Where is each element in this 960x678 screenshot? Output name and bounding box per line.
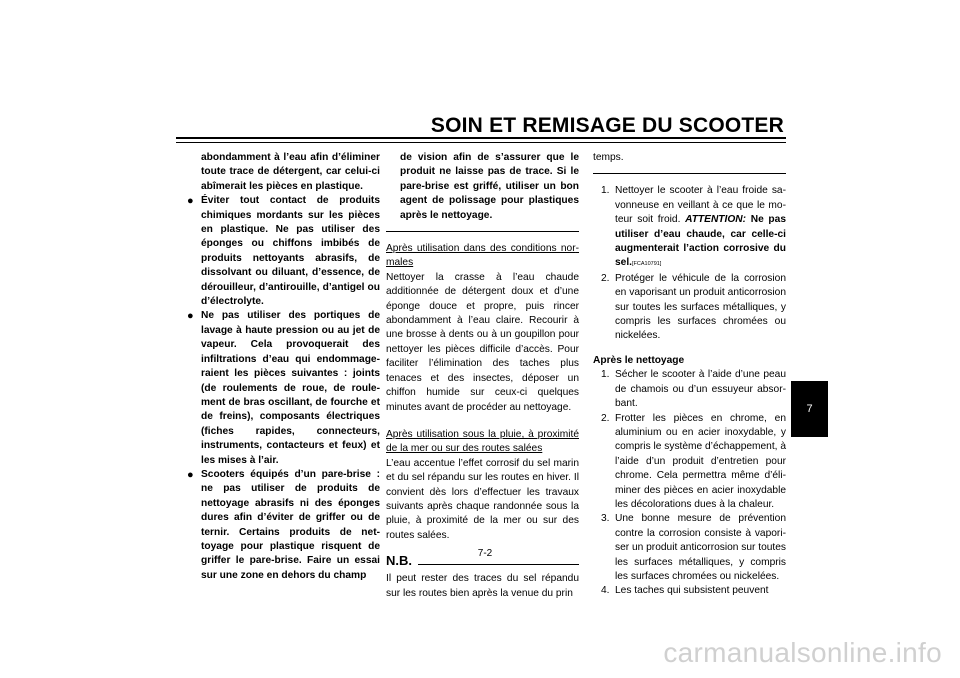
column-3 <box>593 151 786 599</box>
reference-code: [FCA10791] <box>632 261 662 268</box>
col3-continuation: temps. <box>593 152 624 163</box>
col1-intro: abondamment à l’eau afin d’éliminer toute trace de détergent, car celui-ci abîmerait les pièces en plastique. <box>201 152 380 192</box>
section-title-after-cleaning: Après le nettoyage <box>593 354 685 366</box>
list-item: 2. Frotter les pièces en chrome, en aluminium ou en acier inoxydable, y compris le système d’échappement, à l’aide d’un produit d’entretien pour chrome. Cela permettra même d’éliminer des pièces en acier inoxydable les décolorations dues à la chaleur. <box>601 412 787 510</box>
bullet-text: Scooters équipés d’un pare-brise : ne pas utiliser de produits de nettoyage abrasifs ni des éponges dures afin d’éviter de griffer ou de ternir. Certains produits de nettoyage pour plastique risquent de griffer le pare-brise. Faire un essai sur une zone en dehors du champ <box>201 468 380 581</box>
nb-body: Il peut rester des traces du sel répandu sur les routes bien après la venue du prin <box>386 573 579 599</box>
list-item: 2. Protéger le véhicule de la corrosion en vaporisant un produit anticorrosion sur toutes les surfaces métalliques, y compris les surfaces chromées ou nickelées. <box>601 272 786 342</box>
column-1 <box>187 151 380 583</box>
bullet-text: Ne pas utiliser des portiques de lavage à haute pression ou au jet de vapeur. Cela provoquerait des infiltrations d’eau qui endommageraient les pièces suivantes : joints (de roulements de roue, de roulement de bras oscillant, de fourche et de freins), composants électriques (fiches rapides, connecteurs, instruments, contacteurs et feux) et les mises à l’air. <box>201 310 380 466</box>
attention-label: ATTENTION: <box>685 214 747 226</box>
notice-end-rule <box>386 231 579 232</box>
bullet-dot-icon: ● <box>187 195 194 208</box>
attention-text: Ne pas utiliser d’eau chaude, car celle-ci augmenterait l’action corrosive du sel. <box>615 214 786 269</box>
bullet-text: Éviter tout contact de produits chimiques mordants sur les pièces en plastique. Ne pas utiliser des éponges ou chiffons imbibés de produits nettoyants abrasifs, de dissolvant ou diluant, d’essence, de dérouilleur, d’antirouille, d’antigel ou d’électrolyte. <box>201 195 380 308</box>
subsection-title-salt: Après utilisation sous la pluie, à proximité de la mer ou sur des routes salées <box>386 428 579 455</box>
subsection-body-normal: Nettoyer la crasse à l’eau chaude additionnée de détergent doux et d’une éponge douce et propre, puis rincer abondamment à l’eau claire. Recourir à une brosse à dents ou à un goupillon pour nettoyer les pièces difficile d’accès. Pour faciliter l’élimination des taches plus tenaces et des insectes, déposer un chiffon humide sur ceux-ci quelques minutes avant de procéder au nettoyage. <box>386 271 579 413</box>
header-rule-thin <box>176 142 786 143</box>
subsection-title-normal: Après utilisation dans des conditions normales <box>386 243 579 269</box>
col2-continuation: de vision afin de s’assurer que le produit ne laisse pas de trace. Si le pare-brise est griffé, utiliser un bon agent de polissage pour plastiques après le nettoyage. <box>400 152 579 221</box>
page-number: 7-2 <box>477 548 493 559</box>
nb-rule <box>418 564 579 565</box>
nb-label: N.B. <box>386 553 412 569</box>
list-item: 1. Sécher le scooter à l’aide d’une peau de chamois ou d’un essuyeur absorbant. <box>601 369 786 410</box>
chapter-tab: 7 <box>791 381 828 437</box>
header-rule-thick <box>176 137 786 139</box>
bullet-item <box>187 468 380 583</box>
list-item: 1. Nettoyer le scooter à l’eau froide savonneuse en veillant à ce que le moteur soit froid. ATTENTION: Ne pas utiliser d’eau chaude, car celle-ci augmenterait l’action corrosive du sel.[FCA10791] <box>601 185 786 269</box>
bullet-item <box>187 309 380 467</box>
bullet-dot-icon: ● <box>187 468 194 481</box>
list-item: 4. Les taches qui subsistent peuvent <box>601 585 769 597</box>
column-2 <box>386 151 579 601</box>
watermark: carmanualsonline.info <box>663 637 942 668</box>
subsection-body-salt: L’eau accentue l’effet corrosif du sel marin et du sel répandu sur les routes en hiver. Il convient dès lors d’effectuer les travaux suivants après chaque randonnée sous la pluie, à proximité de la mer ou sur des routes salées. <box>386 457 579 541</box>
bullet-item <box>187 194 380 309</box>
list-item: 3. Une bonne mesure de prévention contre la corrosion consiste à vaporiser un produit anticorrosion sur toutes les surfaces métalliques, y compris les surfaces chromées ou nickelées. <box>601 513 787 582</box>
page-title: SOIN ET REMISAGE DU SCOOTER <box>430 114 784 137</box>
nb-end-rule <box>593 173 786 174</box>
bullet-dot-icon: ● <box>187 310 194 323</box>
